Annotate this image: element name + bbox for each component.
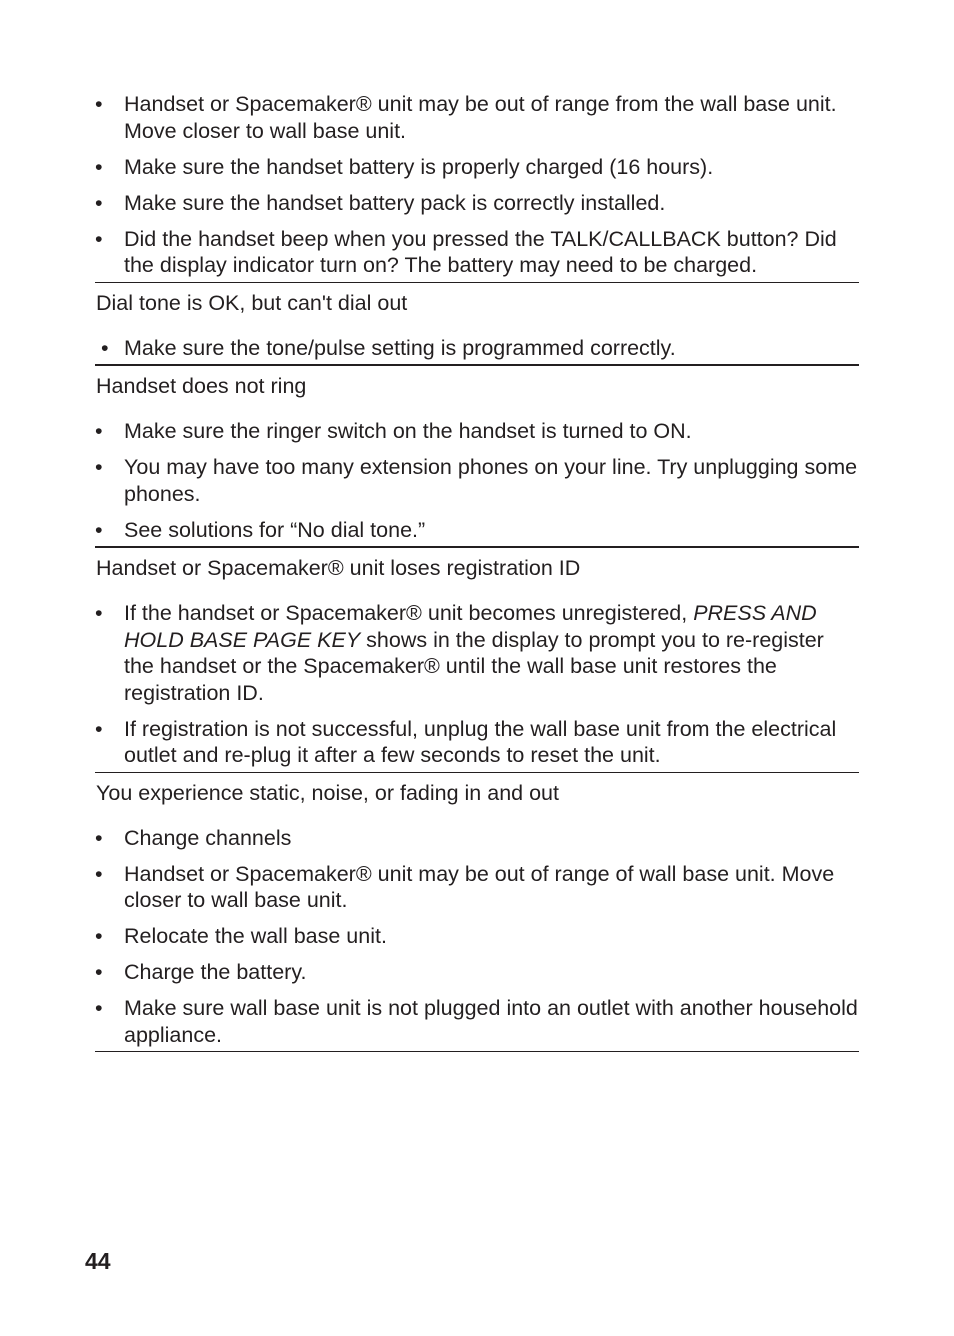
bullet-mark: • xyxy=(95,226,103,251)
list-item: • Make sure the tone/pulse setting is programmed correctly. xyxy=(101,335,676,360)
section-heading: Handset or Spacemaker® unit loses registration ID xyxy=(96,556,581,580)
section-no-ring xyxy=(95,373,859,548)
list-item: • Make sure the handset battery pack is correctly installed. xyxy=(95,190,666,215)
list-item: • If the handset or Spacemaker® unit becomes unregistered, PRESS AND HOLD BASE PAGE KEY shows in the display to prompt you to re-register the handset or the Spacemaker® until the wall base unit restores the registration ID. xyxy=(95,601,824,705)
bullet-list xyxy=(95,335,859,362)
bullet-mark: • xyxy=(95,92,103,116)
bullet-mark: • xyxy=(95,419,103,443)
bullet-mark: • xyxy=(95,825,103,850)
section-heading: You experience static, noise, or fading in and out xyxy=(96,780,559,805)
bullet-mark: • xyxy=(95,861,103,886)
list-item: • Make sure the handset battery is properly charged (16 hours). xyxy=(95,154,714,179)
list-item: • You may have too many extension phones on your line. Try unplugging some phones. xyxy=(95,455,858,506)
bullet-list xyxy=(95,91,859,279)
bullet-mark: • xyxy=(95,154,103,179)
bullet-mark: • xyxy=(95,960,103,984)
bullet-mark: • xyxy=(95,517,103,542)
bullet-list xyxy=(95,600,859,769)
bullet-mark: • xyxy=(95,716,103,741)
list-item: • Charge the battery. xyxy=(95,960,307,984)
bullet-mark: • xyxy=(95,601,103,625)
section-heading: Dial tone is OK, but can't dial out xyxy=(96,290,408,315)
bullet-mark: • xyxy=(95,190,103,215)
section-static-noise xyxy=(95,780,859,1053)
list-item: • Change channels xyxy=(95,825,292,850)
display-message: PRESS AND HOLD BASE PAGE KEY xyxy=(124,601,817,652)
list-item: • Make sure the ringer switch on the handset is turned to ON. xyxy=(95,419,692,443)
list-item: • Handset or Spacemaker® unit may be out of range of wall base unit. Move closer to wall base unit. xyxy=(95,861,835,912)
section-continued xyxy=(95,91,859,283)
list-item: • See solutions for “No dial tone.” xyxy=(95,517,426,542)
list-item: • Relocate the wall base unit. xyxy=(95,924,387,948)
troubleshooting-content xyxy=(95,91,859,1052)
bullet-list xyxy=(95,418,859,543)
list-item: • Handset or Spacemaker® unit may be out of range from the wall base unit. Move closer to wall base unit. xyxy=(95,92,837,143)
list-item: • Make sure wall base unit is not plugged into an outlet with another household appliance. xyxy=(95,996,858,1047)
bullet-mark: • xyxy=(101,335,109,360)
bullet-mark: • xyxy=(95,455,103,479)
bullet-mark: • xyxy=(95,996,103,1020)
section-registration xyxy=(95,555,859,773)
section-heading: Handset does not ring xyxy=(96,374,307,398)
bullet-list xyxy=(95,825,859,1049)
list-item: • If registration is not successful, unplug the wall base unit from the electrical outlet and re-plug it after a few seconds to reset the unit. xyxy=(95,716,837,767)
page-number: 44 xyxy=(85,1248,111,1274)
bullet-mark: • xyxy=(95,924,103,948)
section-dial-out xyxy=(95,290,859,367)
list-item: • Did the handset beep when you pressed the TALK/CALLBACK button? Did the display indicator turn on? The battery may need to be charged. xyxy=(95,226,837,277)
